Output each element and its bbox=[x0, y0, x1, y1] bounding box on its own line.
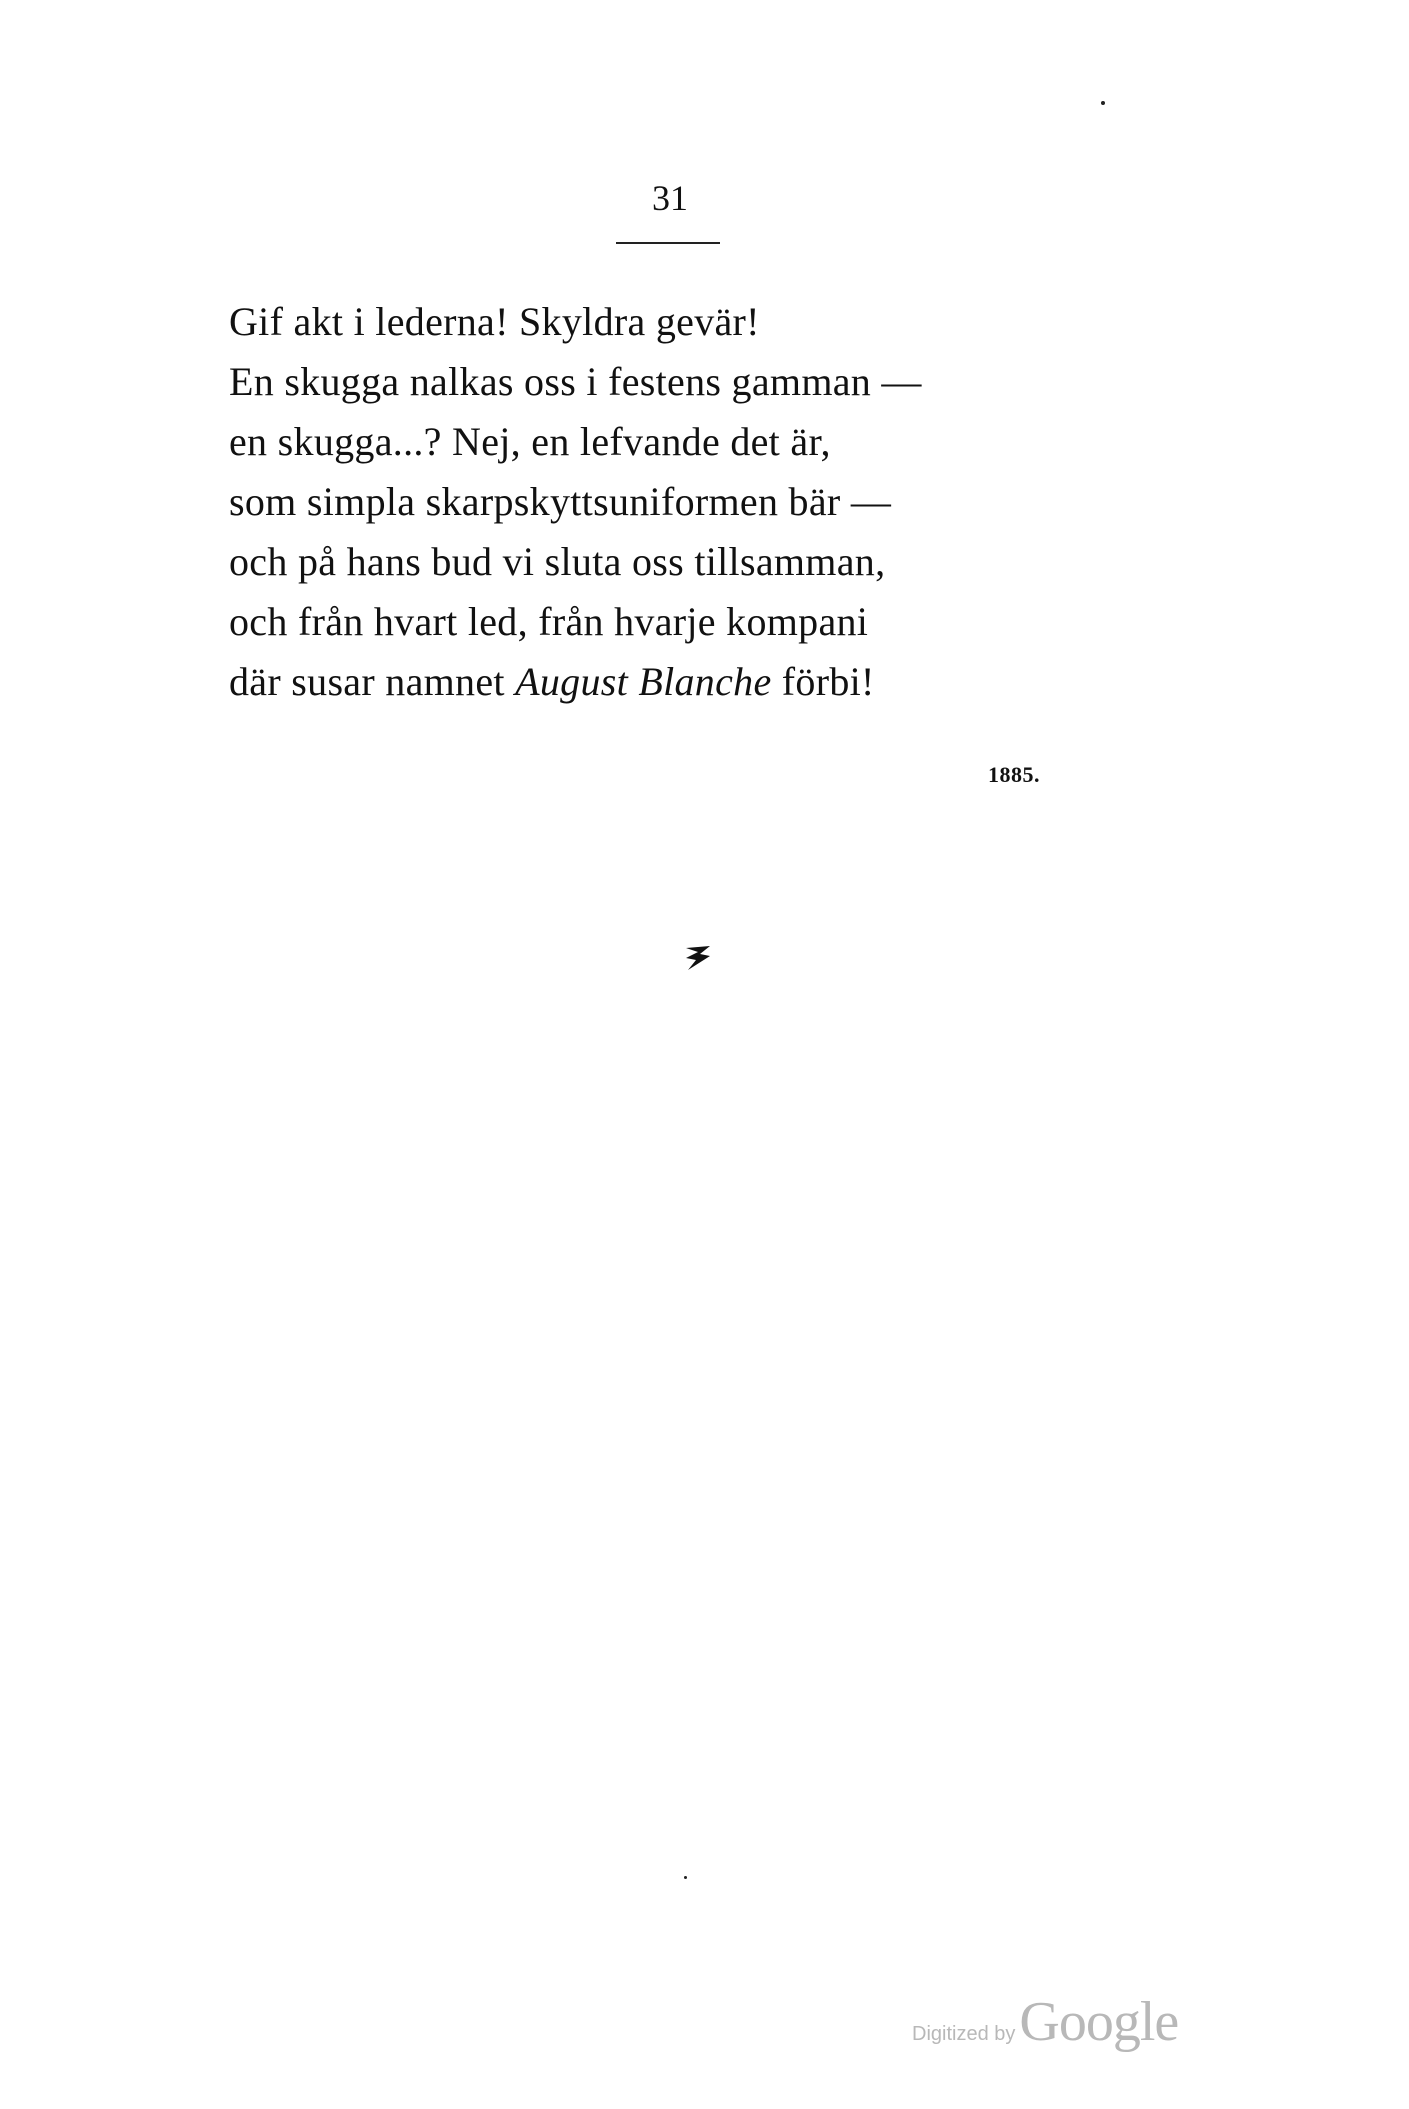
verse-name-italic: August Blanche bbox=[515, 659, 772, 704]
verse-line bbox=[229, 352, 1129, 412]
poem-date: 1885. bbox=[988, 762, 1040, 787]
digitized-watermark bbox=[912, 1990, 1179, 2053]
verse-line bbox=[229, 592, 1129, 652]
verse-text: och på hans bud vi sluta oss tillsamman, bbox=[229, 539, 886, 584]
verse-line bbox=[229, 652, 1129, 712]
print-speck bbox=[1101, 101, 1105, 105]
poem-stanza bbox=[229, 292, 1129, 712]
verse-text: som simpla skarpskyttsuniformen bär — bbox=[229, 479, 892, 524]
verse-text: en skugga...? Nej, en lefvande det är, bbox=[229, 419, 831, 464]
watermark-brand: Google bbox=[1019, 1991, 1179, 2053]
verse-line bbox=[229, 472, 1129, 532]
verse-text: och från hvart led, från hvarje kompani bbox=[229, 599, 869, 644]
watermark-prefix: Digitized by bbox=[912, 2023, 1016, 2045]
fleuron-ornament-icon bbox=[680, 940, 716, 976]
verse-text: Gif akt i lederna! Skyldra gevär! bbox=[229, 299, 760, 344]
verse-text: förbi! bbox=[771, 659, 875, 704]
verse-text: där susar namnet bbox=[229, 659, 516, 704]
verse-line bbox=[229, 412, 1129, 472]
verse-line bbox=[229, 292, 1129, 352]
print-speck bbox=[684, 1876, 687, 1879]
page-number: 31 bbox=[652, 178, 688, 218]
header-rule bbox=[616, 242, 720, 244]
verse-text: En skugga nalkas oss i festens gamman — bbox=[229, 359, 922, 404]
verse-line bbox=[229, 532, 1129, 592]
